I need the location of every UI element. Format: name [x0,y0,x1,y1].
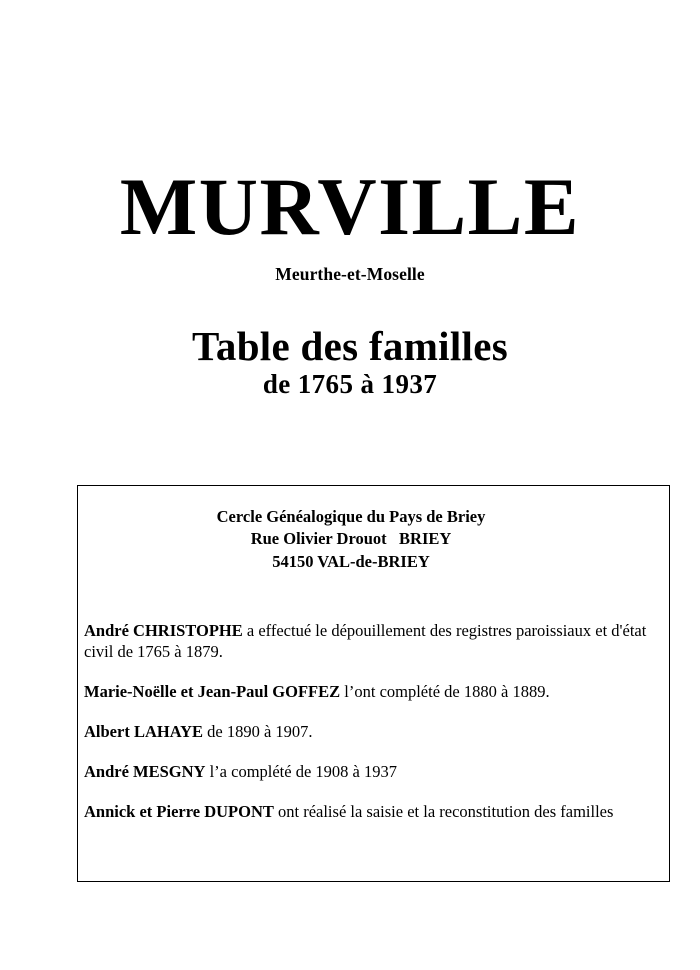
contributor-list [78,620,669,823]
list-item [84,681,655,702]
contributor-description: a effectué le dépouillement des registres paroissiaux et d'état civil de 1765 à 1879. [84,620,647,661]
list-item [84,801,655,822]
contributor-description: de 1890 à 1907. [203,722,313,742]
list-item [84,620,655,662]
list-item [84,721,655,742]
contributor-description: l’ont complété de 1880 à 1889. [340,682,550,702]
contributor-description: l’a complété de 1908 à 1937 [205,762,397,782]
masthead [0,161,700,285]
contributor-name: Marie-Noëlle et Jean-Paul GOFFEZ [84,682,341,702]
page-title: MURVILLE [119,161,581,252]
organisation-name: Cercle Généalogique du Pays de Briey [216,507,486,526]
organisation-address: Rue Olivier Drouot BRIEY [250,529,452,549]
credits-box [77,485,670,882]
contributor-name: André CHRISTOPHE [84,620,243,640]
organisation-city: 54150 VAL-de-BRIEY [272,551,430,571]
page-subtitle-department: Meurthe-et-Moselle [275,263,425,284]
contributor-name: Annick et Pierre DUPONT [84,802,274,822]
contributor-description: ont réalisé la saisie et la reconstitution des familles [273,802,614,822]
list-item [84,761,655,782]
contributor-name: Albert LAHAYE [84,722,204,742]
organisation-block [78,506,669,573]
section-title: Table des familles [192,323,508,369]
section-date-range: de 1765 à 1937 [262,369,438,399]
contributor-name: André MESGNY [84,762,206,782]
